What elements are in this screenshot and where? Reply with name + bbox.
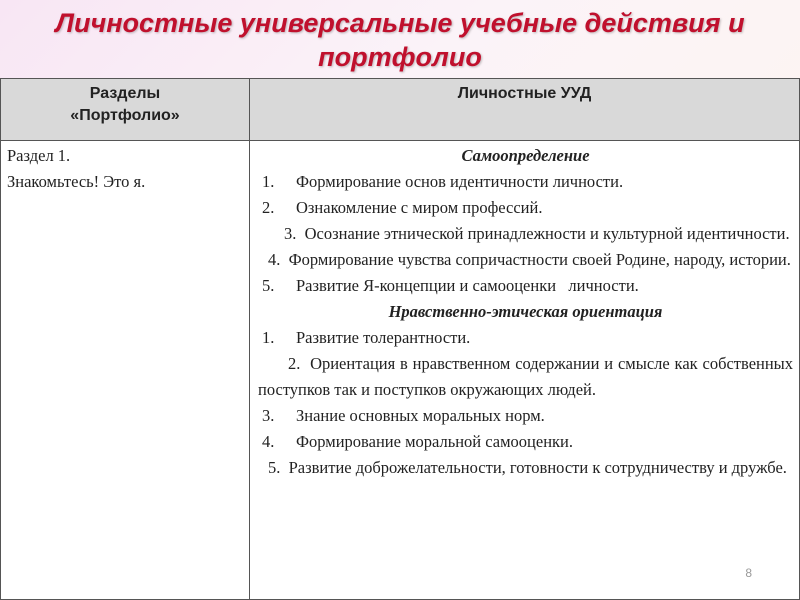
table-row <box>1 141 800 600</box>
title-line-1: Личностные универсальные учебные действия и <box>55 8 745 38</box>
list-number: 1. <box>262 328 275 347</box>
group-heading-self-determination: Самоопределение <box>461 146 590 165</box>
list-item <box>258 351 793 403</box>
list-text: Развитие доброжелательности, готовности к сотрудничеству и дружбе. <box>288 458 787 477</box>
header-sections <box>1 79 250 141</box>
header-sections-line-2: «Портфолио» <box>70 107 180 124</box>
section-subtitle: Знакомьтесь! Это я. <box>7 172 146 191</box>
list-text: Ориентация в нравственном содержании и смысле как собственных поступков так и поступков окружающих людей. <box>258 354 794 399</box>
list-item <box>258 169 793 195</box>
header-personal-uud: Личностные УУД <box>250 79 800 141</box>
list-number: 3. <box>262 406 275 425</box>
list-item <box>258 325 793 351</box>
list-text: Осознание этнической принадлежности и культурной идентичности. <box>304 224 790 243</box>
list-text: Развитие Я-концепции и самооценки личности. <box>296 276 639 295</box>
list-text: Формирование моральной самооценки. <box>296 432 574 451</box>
list-text: Развитие толерантности. <box>296 328 471 347</box>
uud-cell <box>250 141 800 600</box>
table-header-row <box>1 79 800 141</box>
list-item <box>258 429 793 455</box>
header-sections-line-1: Разделы <box>89 85 161 102</box>
list-text: Ознакомление с миром профессий. <box>296 198 543 217</box>
list-item <box>258 195 793 221</box>
section-title: Раздел 1. <box>7 146 71 165</box>
list-text: Формирование основ идентичности личности. <box>296 172 624 191</box>
list-number: 3. <box>284 224 297 243</box>
group-heading-moral-orientation: Нравственно-этическая ориентация <box>388 302 663 321</box>
list-number: 5. <box>262 276 275 295</box>
list-number: 2. <box>262 198 275 217</box>
list-item <box>258 455 793 481</box>
list-item <box>258 247 793 273</box>
page-title <box>0 6 800 74</box>
list-number: 1. <box>262 172 275 191</box>
list-number: 4. <box>262 432 275 451</box>
list-number: 4. <box>268 250 281 269</box>
list-item <box>258 221 793 247</box>
list-item <box>258 273 793 299</box>
list-text: Формирование чувства сопричастности своей Родине, народу, истории. <box>288 250 791 269</box>
list-item <box>258 403 793 429</box>
section-cell <box>1 141 250 600</box>
page-number: 8 <box>745 566 752 580</box>
list-number: 5. <box>268 458 281 477</box>
title-line-2: портфолио <box>318 42 482 72</box>
list-number: 2. <box>288 354 301 373</box>
portfolio-table <box>0 78 800 600</box>
list-text: Знание основных моральных норм. <box>296 406 545 425</box>
